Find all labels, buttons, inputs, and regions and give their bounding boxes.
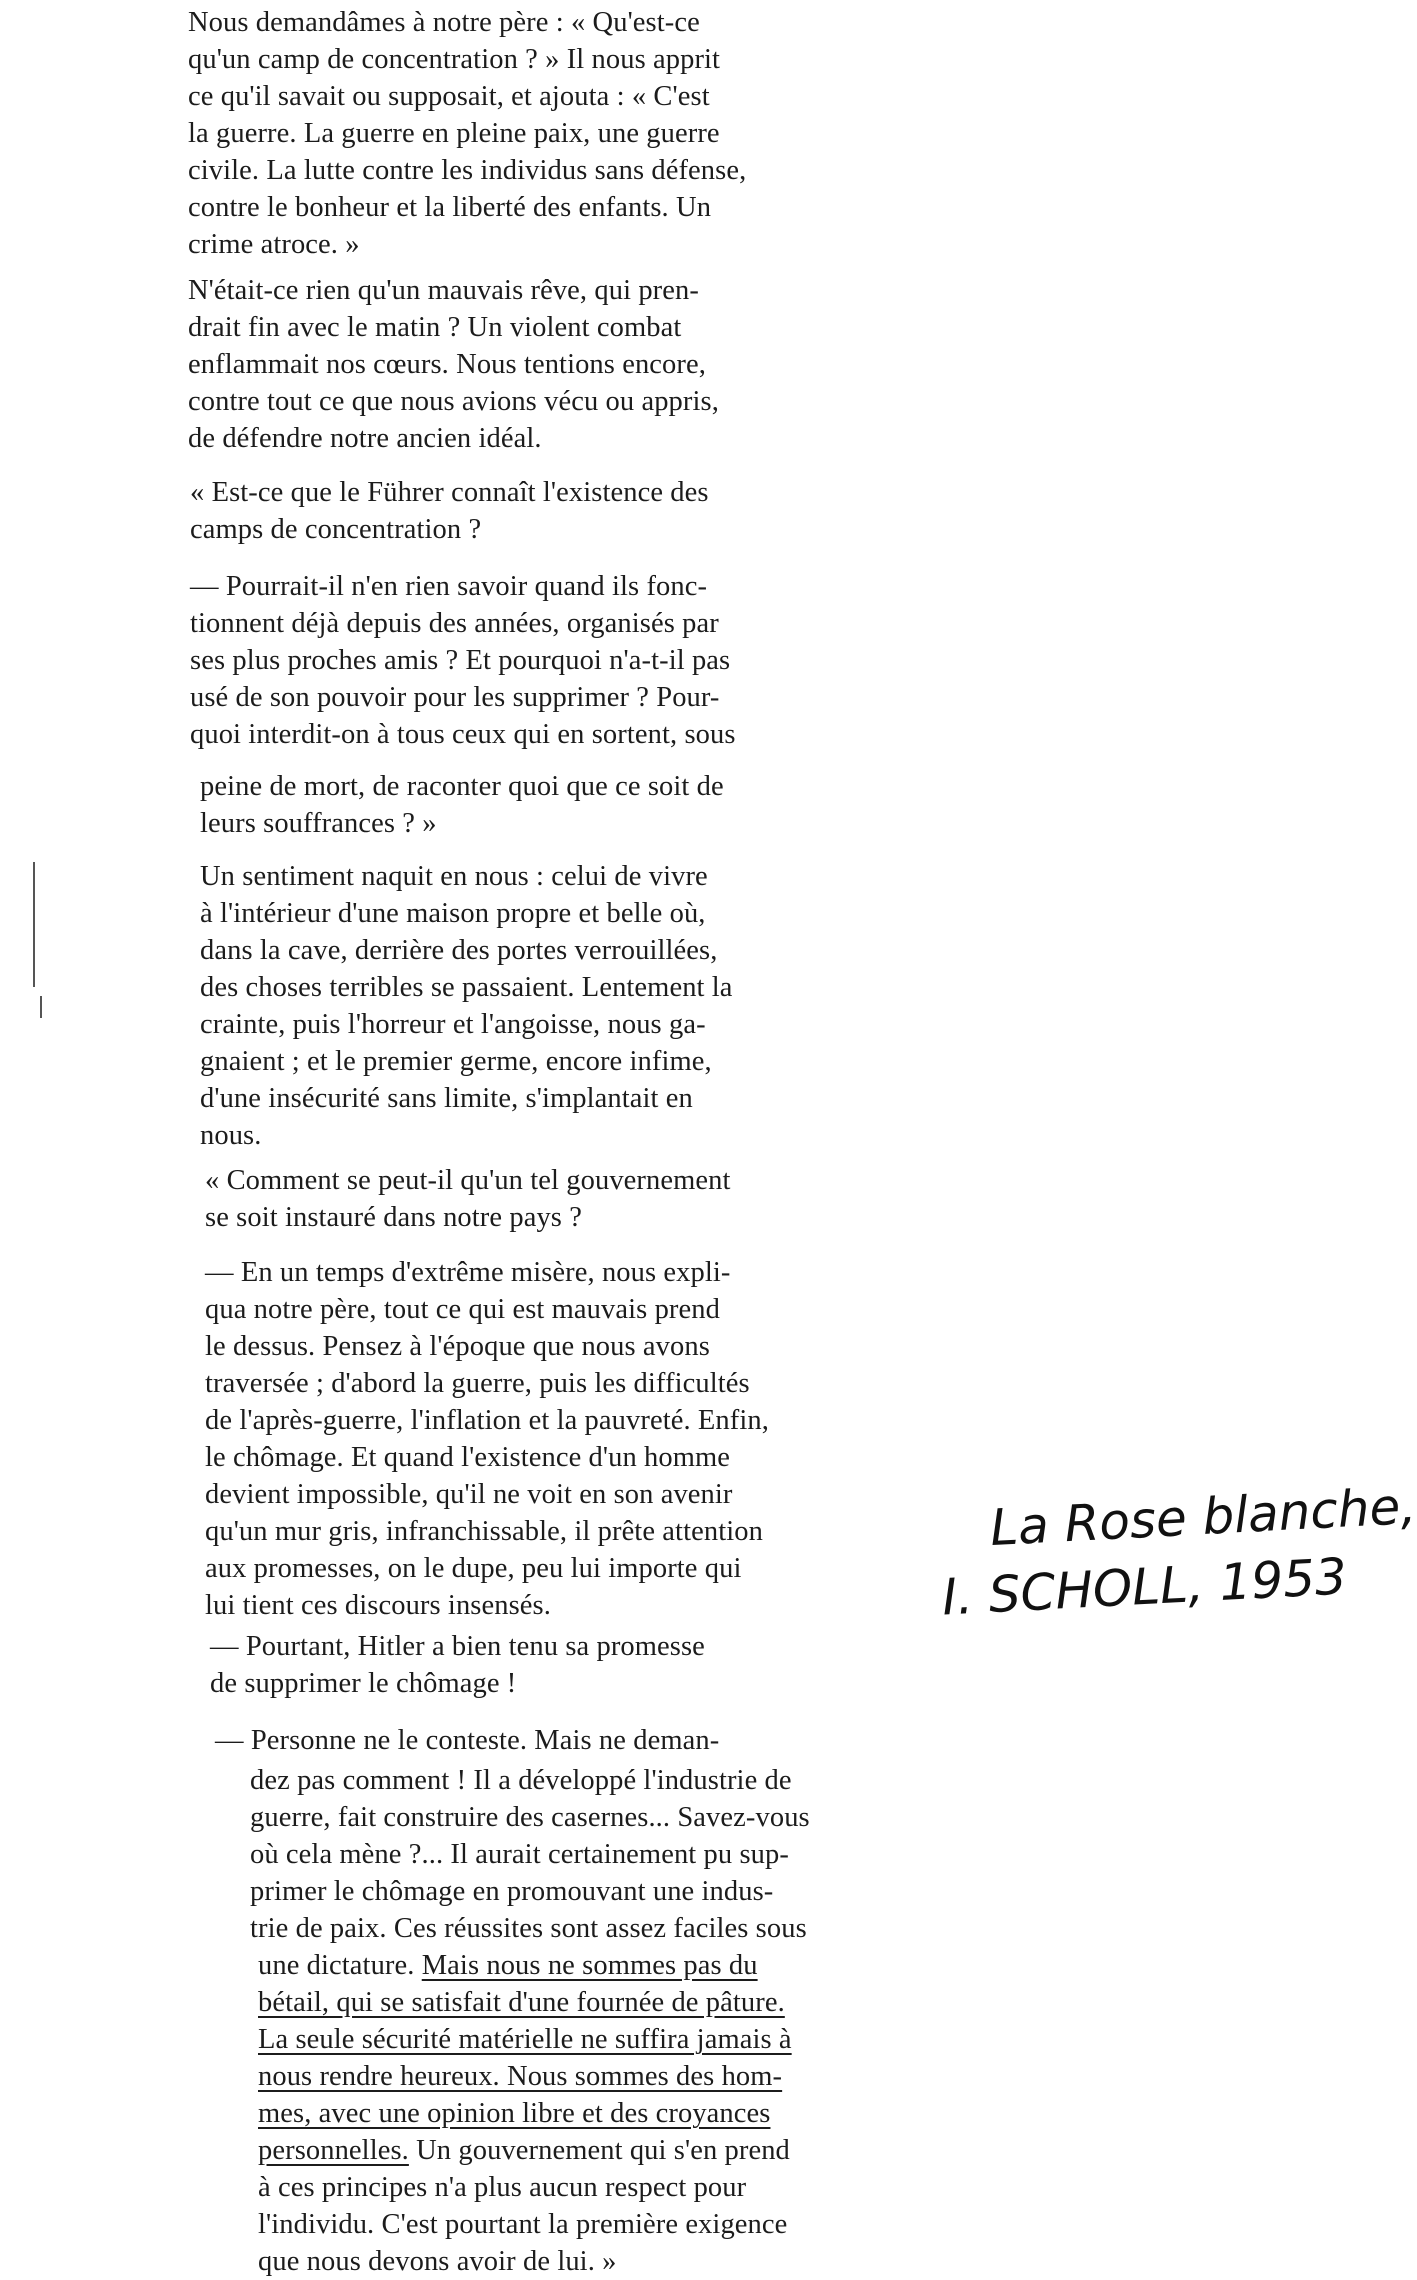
text-line: nous. xyxy=(200,1120,262,1151)
text-line: des choses terribles se passaient. Lentement la xyxy=(200,972,733,1003)
text-line: la guerre. La guerre en pleine paix, une guerre xyxy=(188,118,720,149)
text-line: devient impossible, qu'il ne voit en son avenir xyxy=(205,1479,733,1510)
text-line: — Pourtant, Hitler a bien tenu sa promesse xyxy=(210,1631,705,1662)
text-line: tionnent déjà depuis des années, organisés par xyxy=(190,608,719,639)
text-line: ses plus proches amis ? Et pourquoi n'a-t-il pas xyxy=(190,645,731,676)
text-line: traversée ; d'abord la guerre, puis les difficultés xyxy=(205,1368,750,1399)
paragraph-feeling xyxy=(200,858,840,1154)
paragraph-nobody-disputes xyxy=(215,1722,855,1759)
plain-text: l'individu. C'est pourtant la première exigence xyxy=(258,2209,788,2240)
text-line xyxy=(258,1984,898,2021)
text-line: de l'après-guerre, l'inflation et la pauvreté. Enfin, xyxy=(205,1405,769,1436)
text-line: drait fin avec le matin ? Un violent combat xyxy=(188,312,682,343)
underlined-text: personnelles. xyxy=(258,2135,409,2166)
text-line: ce qu'il savait ou supposait, et ajouta : « C'est xyxy=(188,81,710,112)
text-line: à l'intérieur d'une maison propre et belle où, xyxy=(200,898,706,929)
text-line xyxy=(258,2132,898,2169)
text-line: qu'un mur gris, infranchissable, il prête attention xyxy=(205,1516,763,1547)
text-line: qua notre père, tout ce qui est mauvais prend xyxy=(205,1294,720,1325)
text-line: « Est-ce que le Führer connaît l'existence des xyxy=(190,477,709,508)
plain-text: à ces principes n'a plus aucun respect pour xyxy=(258,2172,747,2203)
text-line: dez pas comment ! Il a développé l'industrie de xyxy=(250,1765,792,1796)
text-line: d'une insécurité sans limite, s'implantait en xyxy=(200,1083,693,1114)
text-line: — Pourrait-il n'en rien savoir quand ils fonc- xyxy=(190,571,708,602)
text-line: usé de son pouvoir pour les supprimer ? Pour- xyxy=(190,682,720,713)
text-line xyxy=(258,2058,898,2095)
text-line xyxy=(258,2206,898,2243)
text-line: peine de mort, de raconter quoi que ce soit de xyxy=(200,771,724,802)
text-line: crainte, puis l'horreur et l'angoisse, nous ga- xyxy=(200,1009,706,1040)
text-line: camps de concentration ? xyxy=(190,514,482,545)
paragraph-underlined-passage xyxy=(258,1947,898,2280)
text-line: Un sentiment naquit en nous : celui de vivre xyxy=(200,861,708,892)
underlined-text: bétail, qui se satisfait d'une fournée de pâture. xyxy=(258,1987,785,2018)
paragraph-bad-dream xyxy=(188,272,828,457)
text-line: enflammait nos cœurs. Nous tentions encore, xyxy=(188,349,706,380)
handwritten-note-title: La Rose blanche, xyxy=(988,1476,1417,1558)
underlined-text: Mais nous ne sommes pas du xyxy=(421,1950,758,1981)
text-line: lui tient ces discours insensés. xyxy=(205,1590,551,1621)
text-line: « Comment se peut-il qu'un tel gouvernement xyxy=(205,1165,731,1196)
margin-pencil-mark-small xyxy=(40,996,42,1018)
text-line: guerre, fait construire des casernes... Savez-vous xyxy=(250,1802,810,1833)
text-line: — Personne ne le conteste. Mais ne deman- xyxy=(215,1725,720,1756)
text-line: le chômage. Et quand l'existence d'un homme xyxy=(205,1442,731,1473)
text-line: crime atroce. » xyxy=(188,229,360,260)
text-line xyxy=(258,2021,898,2058)
handwritten-note-author: I. SCHOLL, 1953 xyxy=(940,1547,1349,1627)
text-line: trie de paix. Ces réussites sont assez faciles sous xyxy=(250,1913,807,1944)
text-line xyxy=(258,2243,898,2280)
text-line: primer le chômage en promouvant une indus- xyxy=(250,1876,774,1907)
text-line xyxy=(258,2169,898,2206)
text-line xyxy=(258,1947,898,1984)
paragraph-extreme-misery xyxy=(205,1254,845,1624)
text-line: se soit instauré dans notre pays ? xyxy=(205,1202,582,1233)
text-line: contre le bonheur et la liberté des enfants. Un xyxy=(188,192,712,223)
text-line: dans la cave, derrière des portes verrouillées, xyxy=(200,935,718,966)
paragraph-fuhrer-question xyxy=(190,474,830,548)
paragraph-could-he-not-know xyxy=(190,568,830,753)
text-line: civile. La lutte contre les individus sans défense, xyxy=(188,155,747,186)
text-line: — En un temps d'extrême misère, nous expli- xyxy=(205,1257,731,1288)
paragraph-how-government xyxy=(205,1162,845,1236)
text-line: N'était-ce rien qu'un mauvais rêve, qui pren- xyxy=(188,275,699,306)
text-line: de défendre notre ancien idéal. xyxy=(188,423,542,454)
underlined-text: mes, avec une opinion libre et des croyances xyxy=(258,2098,771,2129)
text-line: de supprimer le chômage ! xyxy=(210,1668,517,1699)
text-line: leurs souffrances ? » xyxy=(200,808,437,839)
paragraph-father-answer xyxy=(188,4,828,263)
text-line: Nous demandâmes à notre père : « Qu'est-ce xyxy=(188,7,700,38)
underlined-text: nous rendre heureux. Nous sommes des hom- xyxy=(258,2061,783,2092)
paragraph-hitler-promise xyxy=(210,1628,850,1702)
text-line: contre tout ce que nous avions vécu ou appris, xyxy=(188,386,719,417)
paragraph-death-penalty xyxy=(200,768,840,842)
text-line: aux promesses, on le dupe, peu lui importe qui xyxy=(205,1553,742,1584)
text-line xyxy=(258,2095,898,2132)
plain-text: une dictature. xyxy=(258,1950,422,1981)
text-line: gnaient ; et le premier germe, encore infime, xyxy=(200,1046,712,1077)
plain-text: que nous devons avoir de lui. » xyxy=(258,2246,617,2277)
text-line: le dessus. Pensez à l'époque que nous avons xyxy=(205,1331,710,1362)
text-line: quoi interdit-on à tous ceux qui en sortent, sous xyxy=(190,719,736,750)
text-line: qu'un camp de concentration ? » Il nous apprit xyxy=(188,44,721,75)
plain-text: Un gouvernement qui s'en prend xyxy=(408,2135,790,2166)
paragraph-war-industry xyxy=(250,1762,890,1947)
margin-pencil-mark xyxy=(33,862,35,987)
underlined-text: La seule sécurité matérielle ne suffira jamais à xyxy=(258,2024,792,2055)
text-line: où cela mène ?... Il aurait certainement pu sup- xyxy=(250,1839,789,1870)
